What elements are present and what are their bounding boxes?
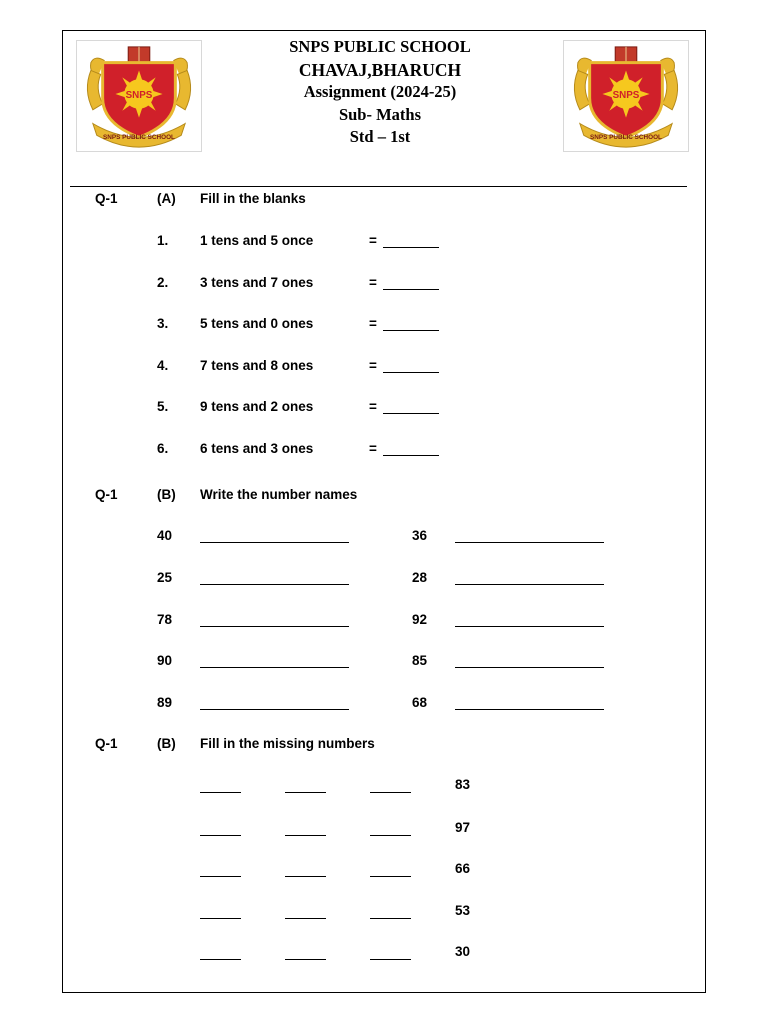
item-number: 2.: [157, 275, 169, 290]
answer-blank[interactable]: [383, 455, 439, 456]
equals-sign: =: [369, 316, 377, 331]
equals-sign: =: [369, 233, 377, 248]
number-name-blank[interactable]: [200, 584, 349, 585]
number-left: 90: [157, 653, 173, 668]
given-number: 97: [455, 820, 471, 835]
answer-blank[interactable]: [383, 289, 439, 290]
item-number: 1.: [157, 233, 169, 248]
equals-sign: =: [369, 399, 377, 414]
number-right: 92: [412, 612, 428, 627]
answer-blank[interactable]: [383, 330, 439, 331]
given-number: 53: [455, 903, 471, 918]
section-b-question: Q-1: [95, 487, 118, 502]
missing-number-blank[interactable]: [370, 959, 411, 960]
number-right: 36: [412, 528, 428, 543]
answer-blank[interactable]: [383, 247, 439, 248]
item-text: 5 tens and 0 ones: [200, 316, 314, 331]
answer-blank[interactable]: [383, 413, 439, 414]
item-text: 6 tens and 3 ones: [200, 441, 314, 456]
number-name-blank[interactable]: [200, 667, 349, 668]
missing-number-blank[interactable]: [200, 835, 241, 836]
missing-number-blank[interactable]: [370, 835, 411, 836]
equals-sign: =: [369, 358, 377, 373]
item-text: 3 tens and 7 ones: [200, 275, 314, 290]
number-name-blank[interactable]: [455, 542, 604, 543]
section-a-part: (A): [157, 191, 176, 206]
item-text: 9 tens and 2 ones: [200, 399, 314, 414]
subject: Sub- Maths: [338, 104, 422, 124]
header: [200, 36, 560, 149]
number-name-blank[interactable]: [455, 709, 604, 710]
given-number: 83: [455, 777, 471, 792]
missing-number-blank[interactable]: [370, 876, 411, 877]
number-right: 85: [412, 653, 428, 668]
missing-number-blank[interactable]: [285, 792, 326, 793]
svg-text:SNPS: SNPS: [612, 89, 640, 101]
equals-sign: =: [369, 441, 377, 456]
svg-text:SNPS: SNPS: [125, 89, 153, 101]
given-number: 66: [455, 861, 471, 876]
missing-number-blank[interactable]: [200, 792, 241, 793]
item-number: 4.: [157, 358, 169, 373]
number-left: 78: [157, 612, 173, 627]
standard: Std – 1st: [349, 127, 411, 146]
given-number: 30: [455, 944, 471, 959]
item-number: 3.: [157, 316, 169, 331]
assignment-title: Assignment (2024-25): [303, 82, 457, 101]
section-b-part: (B): [157, 487, 176, 502]
number-left: 40: [157, 528, 173, 543]
number-name-blank[interactable]: [455, 584, 604, 585]
section-a-title: Fill in the blanks: [200, 191, 306, 206]
school-logo-left: [76, 40, 202, 152]
item-number: 6.: [157, 441, 169, 456]
missing-number-blank[interactable]: [370, 792, 411, 793]
item-text: 1 tens and 5 once: [200, 233, 314, 248]
svg-text:SNPS PUBLIC SCHOOL: SNPS PUBLIC SCHOOL: [103, 134, 175, 142]
school-crest-icon: [77, 41, 201, 151]
school-location: CHAVAJ,BHARUCH: [298, 59, 462, 80]
answer-blank[interactable]: [383, 372, 439, 373]
header-divider: [70, 186, 687, 187]
missing-number-blank[interactable]: [200, 918, 241, 919]
number-name-blank[interactable]: [200, 542, 349, 543]
item-number: 5.: [157, 399, 169, 414]
page-border: [62, 30, 706, 993]
missing-number-blank[interactable]: [285, 959, 326, 960]
number-name-blank[interactable]: [200, 626, 349, 627]
number-name-blank[interactable]: [455, 626, 604, 627]
missing-number-blank[interactable]: [200, 876, 241, 877]
number-name-blank[interactable]: [455, 667, 604, 668]
missing-number-blank[interactable]: [285, 876, 326, 877]
number-right: 68: [412, 695, 428, 710]
svg-text:SNPS PUBLIC SCHOOL: SNPS PUBLIC SCHOOL: [590, 134, 662, 142]
section-c-title: Fill in the missing numbers: [200, 736, 375, 751]
equals-sign: =: [369, 275, 377, 290]
school-crest-icon: [564, 41, 688, 151]
number-right: 28: [412, 570, 428, 585]
section-c-part: (B): [157, 736, 176, 751]
missing-number-blank[interactable]: [370, 918, 411, 919]
missing-number-blank[interactable]: [285, 835, 326, 836]
missing-number-blank[interactable]: [285, 918, 326, 919]
missing-number-blank[interactable]: [200, 959, 241, 960]
number-left: 89: [157, 695, 173, 710]
school-name: SNPS PUBLIC SCHOOL: [289, 37, 471, 56]
number-left: 25: [157, 570, 173, 585]
school-logo-right: [563, 40, 689, 152]
section-b-title: Write the number names: [200, 487, 358, 502]
number-name-blank[interactable]: [200, 709, 349, 710]
section-c-question: Q-1: [95, 736, 118, 751]
section-a-question: Q-1: [95, 191, 118, 206]
item-text: 7 tens and 8 ones: [200, 358, 314, 373]
